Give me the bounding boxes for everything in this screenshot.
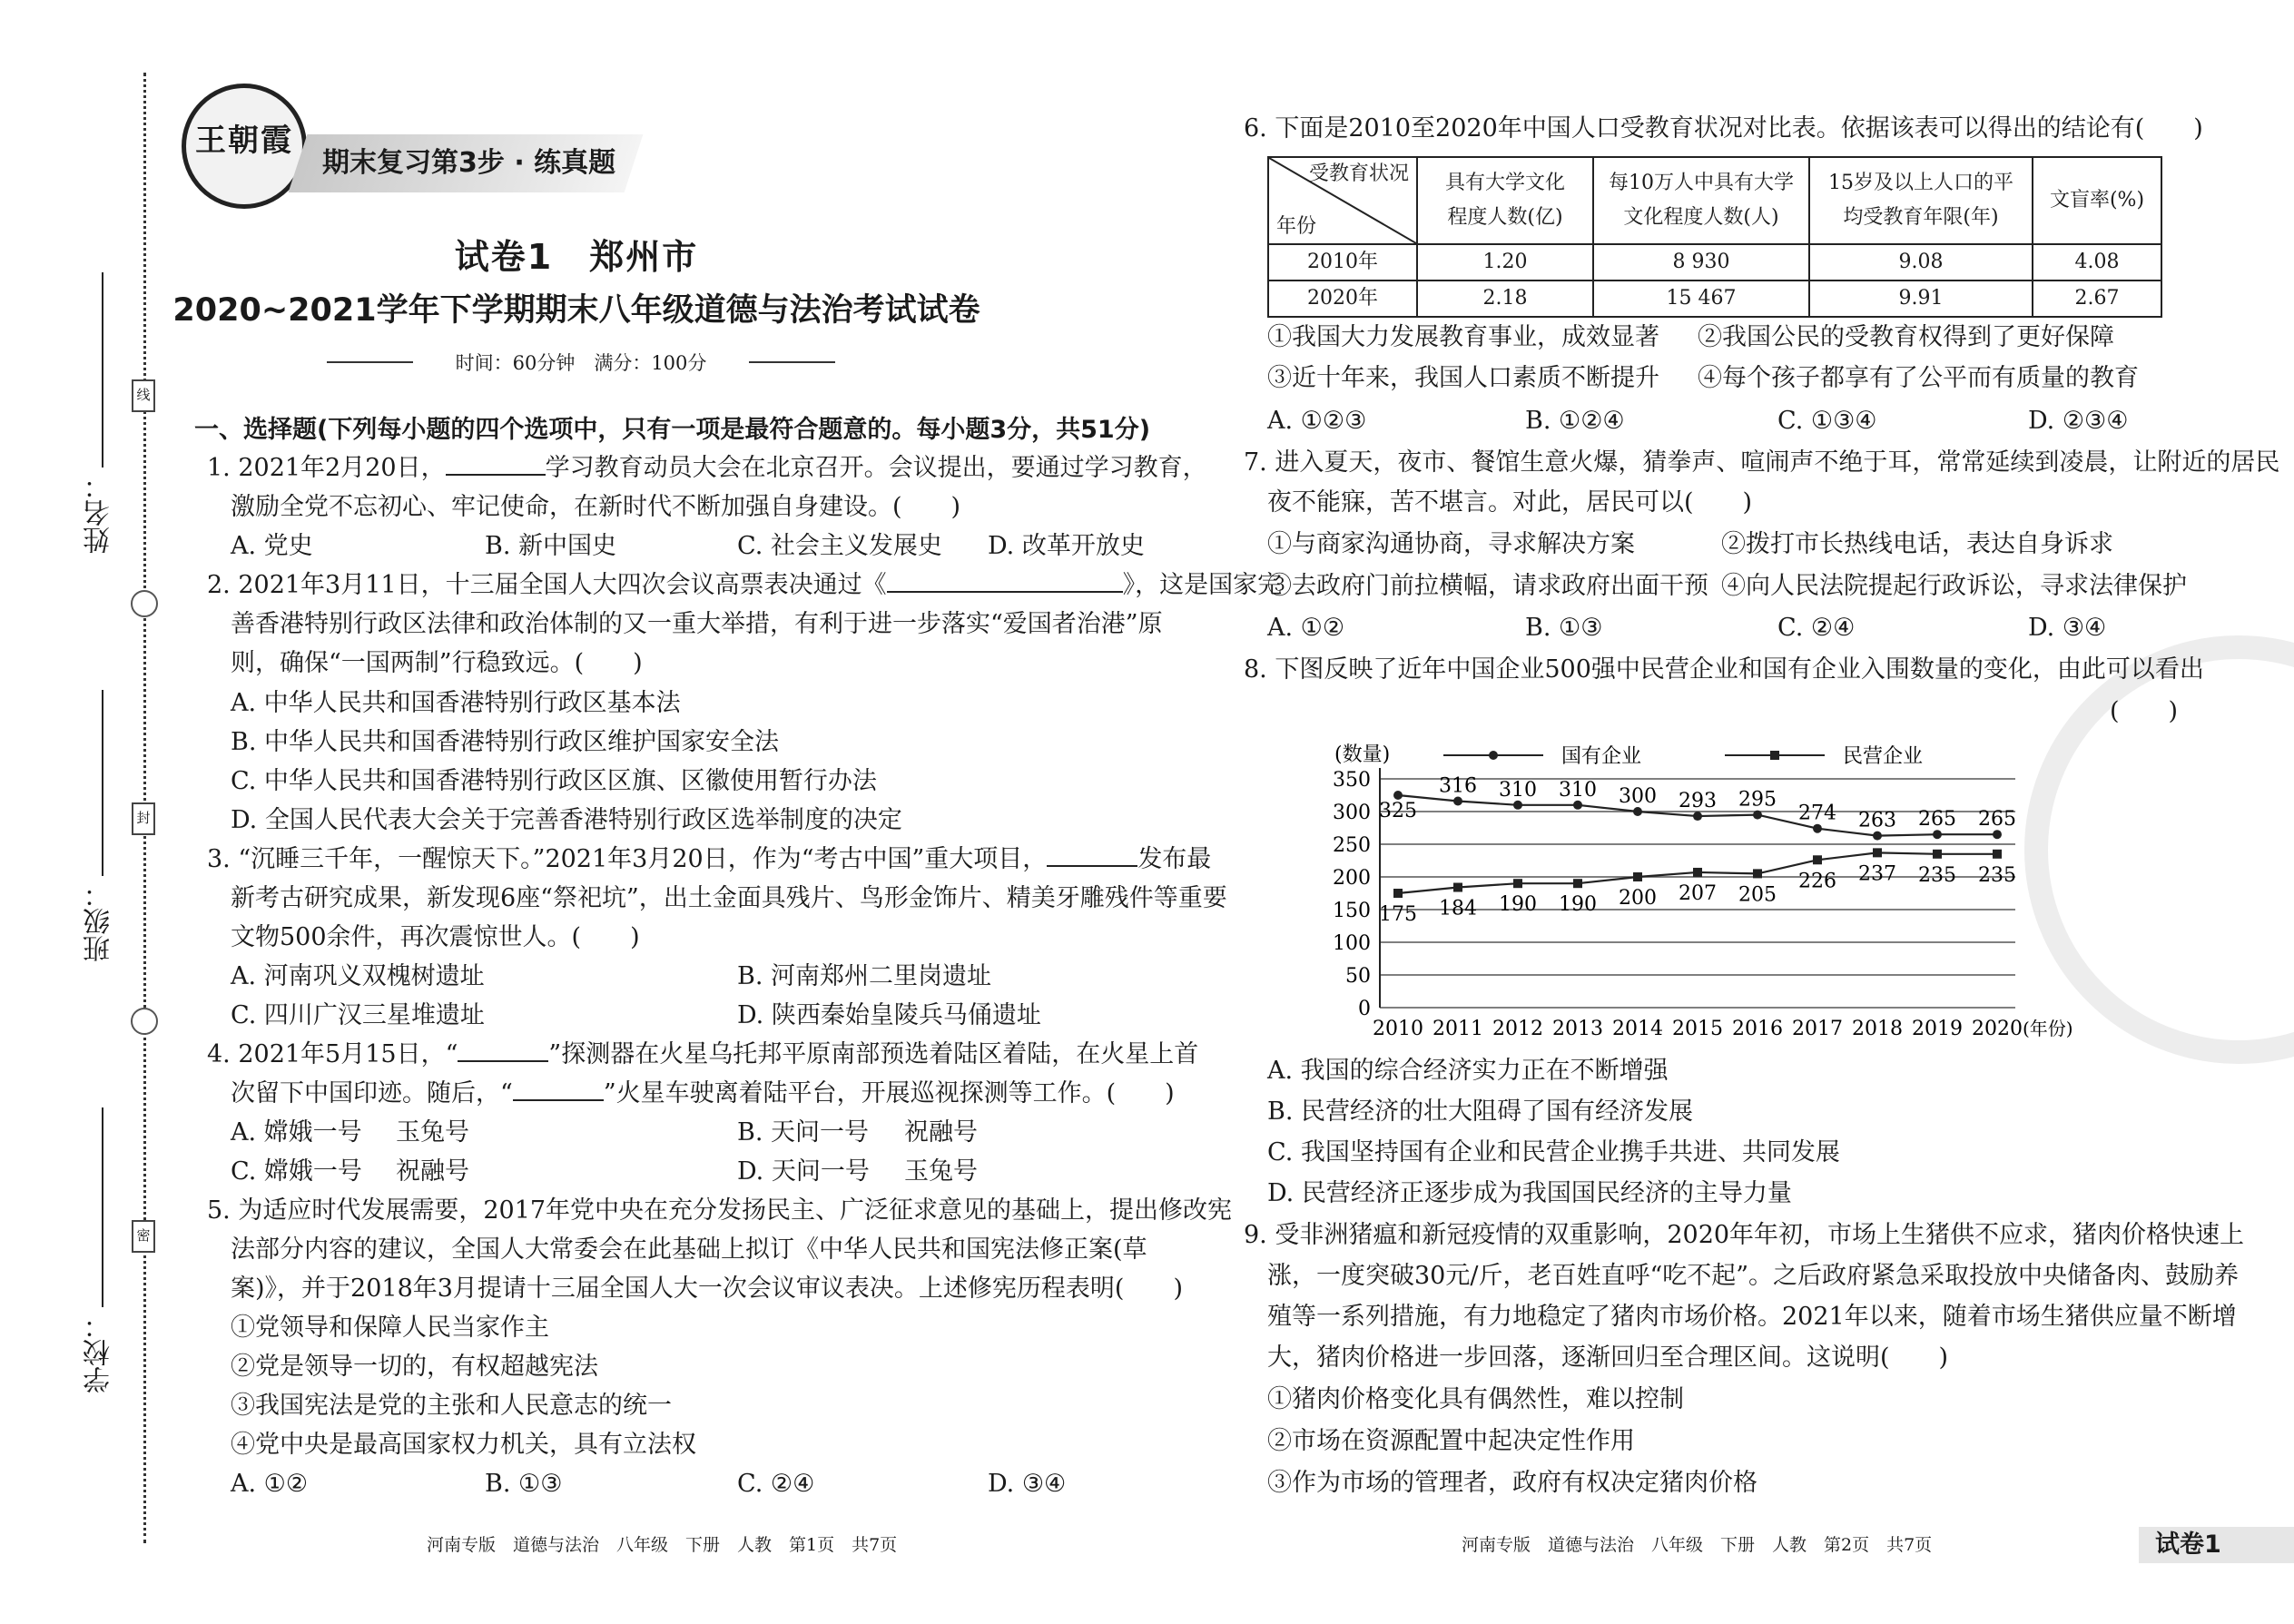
data-label: 265 bbox=[1918, 808, 1956, 832]
data-point bbox=[1993, 850, 2002, 859]
option-c[interactable]: C. ①③④ bbox=[1777, 407, 1877, 435]
y-tick-label: 250 bbox=[1333, 834, 1371, 857]
option-d[interactable]: D. 民营经济正逐步成为我国国民经济的主导力量 bbox=[1267, 1179, 1792, 1207]
question-9-line: 9. 受非洲猪瘟和新冠疫情的双重影响，2020年年初，市场上生猪供不应求，猪肉价格快速上 bbox=[1244, 1221, 2245, 1249]
option-d[interactable]: D. 天问一号 bbox=[737, 1157, 870, 1186]
question-8-line: 8. 下图反映了近年中国企业500强中民营企业和国有企业入围数量的变化，由此可以看出 bbox=[1244, 655, 2204, 684]
option-d[interactable]: D. ②③④ bbox=[2028, 407, 2129, 435]
option-a[interactable]: A. 中华人民共和国香港特别行政区基本法 bbox=[231, 689, 681, 717]
option-d[interactable]: D. ③④ bbox=[988, 1470, 1067, 1498]
data-point bbox=[1693, 812, 1702, 821]
option-b[interactable]: B. 天问一号 bbox=[737, 1118, 870, 1147]
data-point bbox=[1693, 868, 1702, 877]
data-label: 200 bbox=[1619, 887, 1657, 910]
data-point bbox=[1873, 832, 1882, 841]
answer-blank[interactable] bbox=[887, 566, 1123, 593]
option-a[interactable]: A. 河南巩义双槐树遗址 bbox=[231, 962, 485, 990]
data-label: 310 bbox=[1499, 778, 1537, 802]
question-3-line: 新考古研究成果，新发现6座“祭祀坑”，出土金面具残片、鸟形金饰片、精美牙雕残件等重要 bbox=[231, 884, 1227, 912]
data-point bbox=[1993, 830, 2002, 839]
cut-mark-line: 线 bbox=[132, 379, 155, 412]
class-label: 班级： bbox=[84, 881, 115, 962]
statement-3: ③近十年来，我国人口素质不断提升 bbox=[1267, 364, 1659, 392]
option-c[interactable]: C. ②④ bbox=[737, 1470, 815, 1498]
question-2-line: 则，确保“一国两制”行稳致远。( ) bbox=[231, 649, 643, 677]
binding-hole-icon bbox=[131, 590, 158, 617]
question-9-line: 涨，一度突破30元/斤，老百姓直呼“吃不起”。之后政府紧急采取投放中央储备肉、鼓励养 bbox=[1267, 1262, 2240, 1290]
x-tick-label: 2017 bbox=[1792, 1018, 1843, 1040]
question-1-line: 激励全党不忘初心、牢记使命，在新时代不断加强自身建设。( ) bbox=[231, 493, 961, 521]
data-label: 190 bbox=[1499, 893, 1537, 917]
name-label: 姓名： bbox=[84, 472, 115, 554]
statement-2: ②拨打市长热线电话，表达自身诉求 bbox=[1721, 530, 2113, 558]
option-a[interactable]: A. ①②③ bbox=[1267, 407, 1367, 435]
option-b[interactable]: B. ①③ bbox=[1525, 614, 1603, 642]
legend-label: 民营企业 bbox=[1843, 745, 1924, 768]
statement-2: ②市场在资源配置中起决定性作用 bbox=[1267, 1427, 1635, 1455]
y-tick-label: 50 bbox=[1345, 965, 1371, 988]
y-tick-label: 200 bbox=[1333, 867, 1371, 890]
option-c-second: 祝融号 bbox=[396, 1157, 469, 1186]
x-tick-label: 2012 bbox=[1492, 1018, 1543, 1040]
exam-time-info: 时间：60分钟 满分：100分 bbox=[327, 349, 835, 376]
question-7-line: 夜不能寐，苦不堪言。对此，居民可以( ) bbox=[1267, 488, 1753, 517]
option-d[interactable]: D. ③④ bbox=[2028, 614, 2107, 642]
data-label: 263 bbox=[1858, 809, 1896, 832]
option-b[interactable]: B. 河南郑州二里岗遗址 bbox=[737, 962, 992, 990]
y-tick-label: 0 bbox=[1358, 998, 1371, 1020]
option-a[interactable]: A. 嫦娥一号 bbox=[231, 1118, 362, 1147]
answer-paren[interactable]: ( ) bbox=[2110, 697, 2179, 725]
question-9-line: 大，猪肉价格进一步回落，逐渐回归至合理区间。这说明( ) bbox=[1267, 1343, 1949, 1372]
option-b[interactable]: B. 新中国史 bbox=[485, 532, 617, 560]
data-point bbox=[1393, 889, 1403, 898]
paper-subtitle: 2020~2021学年下学期期末八年级道德与法治考试试卷 bbox=[172, 292, 980, 329]
education-table bbox=[1267, 156, 2162, 318]
option-b[interactable]: B. 中华人民共和国香港特别行政区维护国家安全法 bbox=[231, 728, 780, 756]
answer-blank[interactable] bbox=[458, 1035, 548, 1062]
data-label: 293 bbox=[1679, 790, 1717, 813]
y-tick-label: 350 bbox=[1333, 769, 1371, 792]
data-label: 274 bbox=[1798, 802, 1836, 825]
cut-mark-secret: 密 bbox=[132, 1220, 155, 1253]
legend-marker bbox=[1770, 751, 1779, 760]
x-tick-label: 2019 bbox=[1912, 1018, 1963, 1040]
data-label: 300 bbox=[1619, 785, 1657, 808]
data-label: 310 bbox=[1559, 778, 1597, 802]
statement-3: ③作为市场的管理者，政府有权决定猪肉价格 bbox=[1267, 1469, 1757, 1497]
binding-hole-icon bbox=[131, 1008, 158, 1035]
data-point bbox=[1453, 796, 1462, 805]
data-point bbox=[1873, 848, 1882, 857]
section-heading: 一、选择题(下列每小题的四个选项中，只有一项是最符合题意的。每小题3分，共51分) bbox=[194, 416, 1151, 444]
y-axis-label: (数量) bbox=[1334, 743, 1391, 766]
table-header: 每10万人中具有大学 文化程度人数(人) bbox=[1593, 157, 1809, 244]
answer-blank[interactable] bbox=[446, 448, 546, 476]
table-header: 15岁及以上人口的平 均受教育年限(年) bbox=[1809, 157, 2033, 244]
data-point bbox=[1753, 811, 1762, 820]
question-5-line: 5. 为适应时代发展需要，2017年党中央在充分发扬民主、广泛征求意见的基础上，提出修改宪 bbox=[207, 1196, 1233, 1225]
x-tick-label: 2020 bbox=[1972, 1018, 2023, 1040]
data-point bbox=[1933, 850, 1942, 859]
x-axis-label: (年份) bbox=[2023, 1018, 2073, 1039]
data-label: 175 bbox=[1379, 903, 1417, 926]
x-tick-label: 2016 bbox=[1732, 1018, 1783, 1040]
data-label: 235 bbox=[1978, 863, 2016, 887]
statement-1: ①猪肉价格变化具有偶然性，难以控制 bbox=[1267, 1385, 1684, 1413]
data-label: 316 bbox=[1439, 774, 1477, 798]
option-d[interactable]: D. 陕西秦始皇陵兵马俑遗址 bbox=[737, 1001, 1041, 1029]
data-label: 237 bbox=[1858, 862, 1896, 886]
statement-1: ①党领导和保障人民当家作主 bbox=[231, 1314, 549, 1342]
question-6-stem: 6. 下面是2010至2020年中国人口受教育状况对比表。依据该表可以得出的结论有( ) bbox=[1244, 114, 2203, 143]
option-c[interactable]: C. 我国坚持国有企业和民营企业携手共进、共同发展 bbox=[1267, 1138, 1840, 1166]
statement-2: ②党是领导一切的，有权超越宪法 bbox=[231, 1353, 598, 1381]
option-c[interactable]: C. ②④ bbox=[1777, 614, 1856, 642]
question-4-line: 次留下中国印迹。随后，“ ”火星车驶离着陆平台，开展巡视探测等工作。( ) bbox=[231, 1074, 1175, 1114]
x-tick-label: 2011 bbox=[1433, 1018, 1483, 1040]
option-b[interactable]: B. ①②④ bbox=[1525, 407, 1625, 435]
legend-marker bbox=[1489, 751, 1498, 760]
question-3-line: 3. “沉睡三千年，一醒惊天下。”2021年3月20日，作为“考古中国”重大项目， 发布最 bbox=[207, 840, 1211, 880]
x-tick-label: 2014 bbox=[1612, 1018, 1663, 1040]
data-label: 265 bbox=[1978, 808, 2016, 832]
legend-label: 国有企业 bbox=[1561, 745, 1642, 768]
question-7-line: 7. 进入夏天，夜市、餐馆生意火爆，猜拳声、喧闹声不绝于耳，常常延续到凌晨，让附近的居民 bbox=[1244, 448, 2280, 477]
option-a[interactable]: A. ①② bbox=[1267, 614, 1345, 642]
x-tick-label: 2010 bbox=[1373, 1018, 1423, 1040]
answer-blank[interactable] bbox=[1047, 840, 1137, 867]
x-tick-label: 2018 bbox=[1852, 1018, 1903, 1040]
data-label: 190 bbox=[1559, 893, 1597, 917]
question-2-line: 善香港特别行政区法律和政治体制的又一重大举措，有利于进一步落实“爱国者治港”原 bbox=[231, 610, 1163, 638]
question-5-line: 法部分内容的建议，全国人大常委会在此基础上拟订《中华人民共和国宪法修正案(草 bbox=[231, 1235, 1147, 1264]
option-c[interactable]: C. 四川广汉三星堆遗址 bbox=[231, 1001, 485, 1029]
data-point bbox=[1513, 801, 1522, 810]
option-d-second: 玉兔号 bbox=[904, 1157, 978, 1186]
data-point bbox=[1753, 869, 1762, 878]
statement-1: ①与商家沟通协商，寻求解决方案 bbox=[1267, 530, 1635, 558]
data-point bbox=[1393, 791, 1403, 800]
data-label: 325 bbox=[1379, 800, 1417, 822]
data-label: 226 bbox=[1798, 870, 1836, 893]
option-c[interactable]: C. 嫦娥一号 bbox=[231, 1157, 362, 1186]
option-c[interactable]: C. 社会主义发展史 bbox=[737, 532, 942, 560]
ribbon-title: 期末复习第3步 · 练真题 bbox=[322, 147, 616, 179]
option-b[interactable]: B. ①③ bbox=[485, 1470, 563, 1498]
table-row: 2020年 2.18 15 467 9.91 2.67 bbox=[1268, 281, 2161, 317]
x-tick-label: 2015 bbox=[1672, 1018, 1723, 1040]
statement-1: ①我国大力发展教育事业，成效显著 bbox=[1267, 323, 1659, 351]
y-tick-label: 150 bbox=[1333, 900, 1371, 922]
table-header: 文盲率(%) bbox=[2033, 157, 2161, 244]
class-field[interactable] bbox=[102, 690, 103, 876]
table-header: 具有大学文化 程度人数(亿) bbox=[1417, 157, 1593, 244]
data-point bbox=[1513, 879, 1522, 888]
question-3-line: 文物500余件，再次震惊世人。( ) bbox=[231, 923, 640, 951]
answer-blank[interactable] bbox=[513, 1074, 604, 1101]
x-tick-label: 2013 bbox=[1552, 1018, 1603, 1040]
option-d[interactable]: D. 改革开放史 bbox=[988, 532, 1145, 560]
question-5-line: 案)》，并于2018年3月提请十三届全国人大一次会议审议表决。上述修宪历程表明( ) bbox=[231, 1275, 1183, 1303]
data-label: 207 bbox=[1679, 881, 1717, 905]
data-label: 295 bbox=[1738, 788, 1777, 812]
data-label: 184 bbox=[1439, 897, 1477, 920]
option-b[interactable]: B. 民营经济的壮大阻碍了国有经济发展 bbox=[1267, 1097, 1694, 1126]
data-point bbox=[1813, 824, 1822, 833]
option-b-second: 祝融号 bbox=[904, 1118, 978, 1147]
data-point bbox=[1633, 872, 1642, 881]
option-a[interactable]: A. 我国的综合经济实力正在不断增强 bbox=[1267, 1057, 1669, 1085]
y-tick-label: 300 bbox=[1333, 802, 1371, 824]
school-label: 学校： bbox=[84, 1312, 115, 1393]
data-point bbox=[1573, 801, 1582, 810]
data-point bbox=[1933, 830, 1942, 839]
footer-left: 河南专版 道德与法治 八年级 下册 人教 第1页 共7页 bbox=[427, 1535, 898, 1555]
school-field[interactable] bbox=[102, 1107, 103, 1307]
data-label: 235 bbox=[1918, 863, 1956, 887]
data-point bbox=[1573, 879, 1582, 888]
data-point bbox=[1813, 855, 1822, 864]
statement-3: ③去政府门前拉横幅，请求政府出面干预 bbox=[1267, 572, 1708, 600]
enterprise-line-chart bbox=[1307, 726, 2106, 1053]
option-c[interactable]: C. 中华人民共和国香港特别行政区区旗、区徽使用暂行办法 bbox=[231, 767, 877, 795]
footer-right: 河南专版 道德与法治 八年级 下册 人教 第2页 共7页 bbox=[1462, 1535, 1933, 1555]
data-point bbox=[1453, 883, 1462, 892]
question-2-line: 2. 2021年3月11日，十三届全国人大四次会议高票表决通过《 》，这是国家完 bbox=[207, 566, 1282, 605]
question-4-line: 4. 2021年5月15日，“ ”探测器在火星乌托邦平原南部预选着陆区着陆，在火星上首 bbox=[207, 1035, 1198, 1075]
y-tick-label: 100 bbox=[1333, 932, 1371, 955]
statement-2: ②我国公民的受教育权得到了更好保障 bbox=[1698, 323, 2114, 351]
paper-tag: 试卷1 bbox=[2139, 1527, 2294, 1563]
brand-logo: 王朝霞 bbox=[182, 84, 307, 209]
statement-4: ④党中央是最高国家权力机关，具有立法权 bbox=[231, 1431, 696, 1459]
table-corner-cell: 受教育状况 年份 bbox=[1268, 157, 1417, 244]
data-label: 205 bbox=[1738, 883, 1777, 907]
statement-4: ④每个孩子都享有了公平而有质量的教育 bbox=[1698, 364, 2139, 392]
option-a[interactable]: A. ①② bbox=[231, 1470, 309, 1498]
question-1-line: 1. 2021年2月20日， 学习教育动员大会在北京召开。会议提出，要通过学习教育， bbox=[207, 448, 1207, 488]
statement-3: ③我国宪法是党的主张和人民意志的统一 bbox=[231, 1392, 672, 1420]
statement-4: ④向人民法院提起行政诉讼，寻求法律保护 bbox=[1721, 572, 2187, 600]
data-point bbox=[1633, 807, 1642, 816]
table-row: 2010年 1.20 8 930 9.08 4.08 bbox=[1268, 244, 2161, 281]
option-a[interactable]: A. 党史 bbox=[231, 532, 313, 560]
option-d[interactable]: D. 全国人民代表大会关于完善香港特别行政区选举制度的决定 bbox=[231, 806, 902, 834]
cut-mark-seal: 封 bbox=[132, 802, 155, 835]
question-9-line: 殖等一系列措施，有力地稳定了猪肉市场价格。2021年以来，随着市场生猪供应量不断增 bbox=[1267, 1303, 2237, 1331]
option-a-second: 玉兔号 bbox=[396, 1118, 469, 1147]
paper-title: 试卷1 郑州市 bbox=[454, 237, 699, 277]
